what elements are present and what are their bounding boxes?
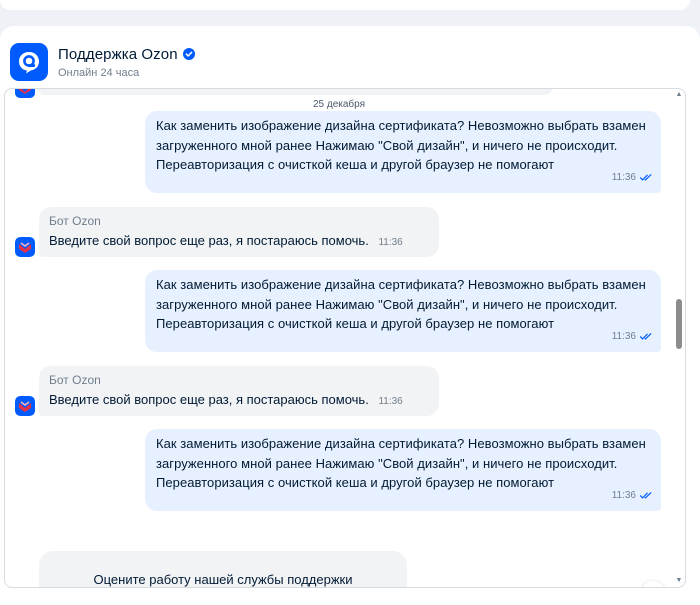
- bot-avatar: [15, 237, 35, 257]
- date-separator: [5, 99, 673, 110]
- scrollbar[interactable]: [673, 89, 685, 587]
- message-time: 11:36: [611, 489, 636, 501]
- message-text: Введите свой вопрос еще раз, я постараюсь помочь.: [49, 233, 369, 248]
- scroll-down-arrow[interactable]: ▼: [675, 577, 683, 584]
- rating-title: Оцените работу нашей службы поддержки: [93, 572, 353, 587]
- message-text: Как заменить изображение дизайна сертификата? Невозможно выбрать взамен загруженного мной ранее Нажимаю "Свой дизайн", и ничего не происходит. Переавторизация с очисткой кеша и другой браузер не помогают: [156, 118, 646, 172]
- sender-name: Бот Ozon: [49, 373, 101, 387]
- previous-message-bubble: [37, 88, 553, 95]
- sender-name: Бот Ozon: [49, 214, 101, 228]
- message-time: 11:36: [378, 237, 403, 248]
- scroll-to-bottom-button[interactable]: [641, 581, 665, 588]
- bot-avatar: [15, 396, 35, 416]
- verified-icon: [183, 48, 195, 60]
- message-text: Введите свой вопрос еще раз, я постараюсь помочь.: [49, 392, 369, 407]
- chat-title: Поддержка Ozon: [58, 45, 178, 63]
- outgoing-message[interactable]: [145, 270, 661, 352]
- message-time: 11:36: [378, 396, 403, 407]
- incoming-message[interactable]: [39, 366, 439, 416]
- chat-status: Онлайн 24 часа: [58, 66, 140, 79]
- ozon-support-avatar: [10, 43, 48, 81]
- chat-bubble-icon: [16, 49, 42, 75]
- message-time: 11:36: [611, 171, 636, 183]
- date-label: 25 декабря: [309, 99, 369, 110]
- double-check-icon: [640, 492, 652, 499]
- message-text: Как заменить изображение дизайна сертификата? Невозможно выбрать взамен загруженного мной ранее Нажимаю "Свой дизайн", и ничего не происходит. Переавторизация с очисткой кеша и другой браузер не помогают: [156, 436, 646, 490]
- message-time: 11:36: [611, 330, 636, 342]
- bot-icon: [15, 396, 35, 416]
- chat-window: [0, 26, 700, 605]
- scroll-up-arrow[interactable]: ▲: [675, 91, 683, 98]
- scroll-thumb[interactable]: [676, 299, 682, 349]
- double-check-icon: [640, 333, 652, 340]
- rating-card: [39, 551, 407, 588]
- double-check-icon: [640, 174, 652, 181]
- message-list[interactable]: [4, 88, 686, 588]
- chat-header: [10, 42, 195, 82]
- outgoing-message[interactable]: [145, 429, 661, 511]
- top-panel: [0, 0, 690, 10]
- outgoing-message[interactable]: [145, 111, 661, 193]
- incoming-message[interactable]: [39, 207, 439, 257]
- message-text: Как заменить изображение дизайна сертификата? Невозможно выбрать взамен загруженного мной ранее Нажимаю "Свой дизайн", и ничего не происходит. Переавторизация с очисткой кеша и другой браузер не помогают: [156, 277, 646, 331]
- bot-icon: [15, 237, 35, 257]
- bot-icon: [15, 88, 35, 98]
